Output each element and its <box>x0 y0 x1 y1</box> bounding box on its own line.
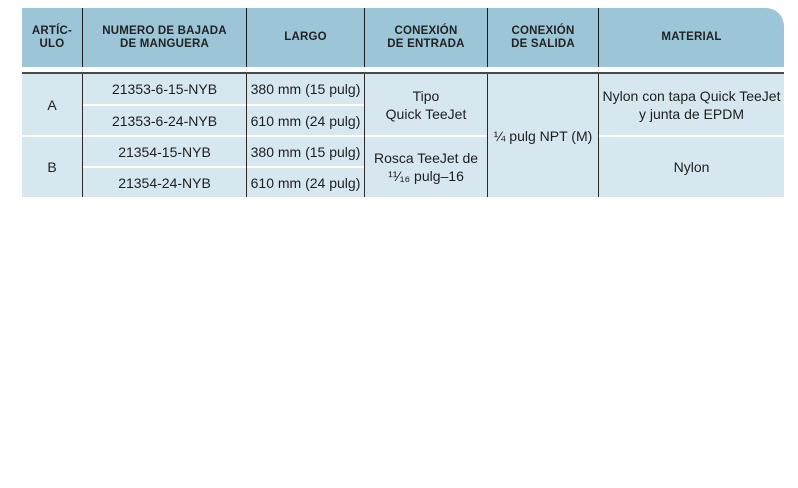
largo-a2: 610 mm (24 pulg) <box>250 112 361 129</box>
header-entrada: CONEXIÓN DE ENTRADA <box>387 24 465 50</box>
salida-shared: ¼ pulg NPT (M) <box>493 127 593 144</box>
largo-a1: 380 mm (15 pulg) <box>250 81 361 97</box>
largo-b2: 610 mm (24 pulg) <box>250 174 361 191</box>
articulo-b: B <box>47 159 57 175</box>
header-salida: CONEXIÓN DE SALIDA <box>511 24 575 50</box>
header-articulo: ARTÍC- ULO <box>31 24 73 50</box>
header-material: MATERIAL <box>661 31 722 43</box>
header-largo: LARGO <box>284 31 327 43</box>
part-number-b1: 21354-15-NYB <box>118 143 211 160</box>
largo-b1: 380 mm (15 pulg) <box>250 143 361 160</box>
table-body <box>22 74 784 197</box>
articulo-a: A <box>47 96 57 113</box>
part-number-a2: 21353-6-24-NYB <box>111 112 218 129</box>
part-number-b2: 21354-24-NYB <box>118 174 211 191</box>
header-numero: NUMERO DE BAJADA DE MANGUERA <box>102 24 227 50</box>
part-number-a1: 21353-6-15-NYB <box>111 81 218 97</box>
entrada-a: Tipo Quick TeeJet <box>385 87 467 122</box>
material-b: Nylon <box>673 159 710 175</box>
material-a: Nylon con tapa Quick TeeJet y junta de EPDM <box>602 87 781 122</box>
product-table <box>22 8 784 197</box>
table-header <box>22 8 784 67</box>
entrada-b: Rosca TeeJet de ¹¹⁄₁₆ pulg–16 <box>373 150 479 184</box>
